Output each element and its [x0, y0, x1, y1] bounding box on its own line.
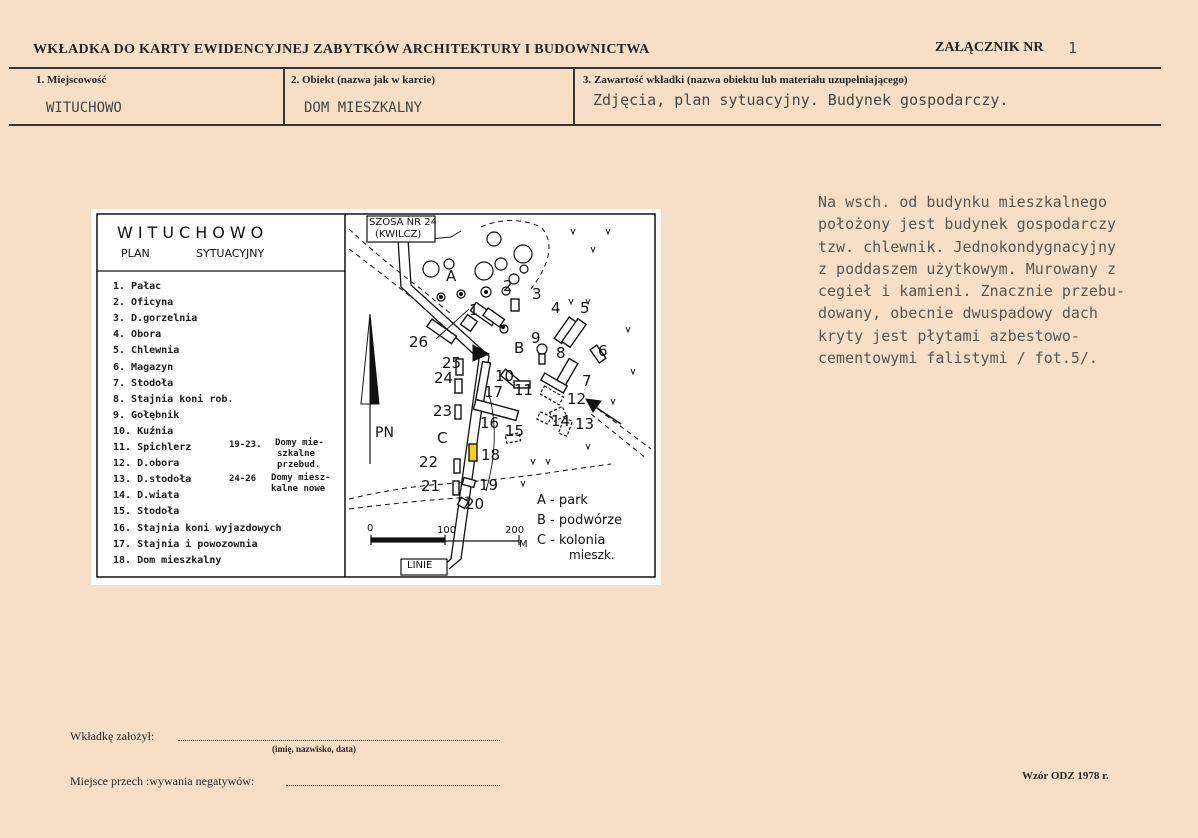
founder-line[interactable] [178, 740, 500, 741]
founder-label: Wkładkę założył: [70, 729, 155, 743]
road-top-label-2: (KWILCZ) [375, 229, 422, 240]
storage-line[interactable] [286, 785, 500, 786]
description-line: cegieł i kamieni. Znacznie przebu- [818, 282, 1126, 301]
scale-label-0: 0 [367, 523, 374, 534]
key-yard: B - podwórze [537, 513, 623, 528]
building-number: 25 [442, 354, 462, 372]
zone-c-label: C [437, 429, 448, 447]
legend-item: 5. Chlewnia [113, 345, 180, 357]
building-number: 15 [505, 422, 525, 440]
object-label: 2. Obiekt (nazwa jak w karcie) [291, 74, 436, 86]
legend-item: 11. Spichlerz [113, 442, 192, 453]
fields-rule [9, 124, 1161, 126]
building-number: 26 [409, 333, 429, 351]
building-number: 12 [567, 390, 587, 408]
note-2-text: Domy miesz- kalne nowe [271, 473, 331, 494]
building-number: 8 [556, 344, 566, 362]
north-arrow [361, 314, 379, 464]
building-number: 19 [479, 476, 499, 494]
description-line: położony jest budynek gospodarczy [818, 215, 1117, 234]
legend-item: 8. Stajnia koni rob. [113, 393, 234, 405]
description-line: dowany, obecnie dwuspadowy dach [818, 304, 1098, 323]
north-label: PN [375, 425, 394, 441]
founder-hint: (imię, nazwisko, data) [272, 744, 356, 754]
contents-label: 3. Zawartość wkładki (nazwa obiektu lub materiału uzupełniającego) [583, 74, 908, 86]
scale-unit: M [519, 539, 528, 550]
legend-item: 14. D.wiata [113, 490, 180, 502]
road-bottom-label: LINIE [407, 560, 433, 571]
legend-item: 16. Stajnia koni wyjazdowych [113, 522, 282, 534]
field-divider-1 [283, 68, 285, 124]
building-number: 10 [495, 367, 515, 385]
building-number: 20 [465, 495, 485, 513]
legend-item: 2. Oficyna [113, 297, 174, 309]
building-number: 14 [551, 412, 571, 430]
locality-value: WITUCHOWO [46, 100, 122, 116]
field-divider-2 [573, 68, 575, 124]
scale-label-100: 100 [437, 525, 457, 536]
form-version: Wzór ODZ 1978 r. [1022, 770, 1109, 782]
legend-item: 18. Dom mieszkalny [113, 554, 222, 566]
building-number: 21 [421, 477, 441, 495]
legend-item: 12. D.obora [113, 458, 180, 470]
building-number: 4 [551, 299, 561, 317]
dashed-paths [349, 221, 651, 513]
building-number: 17 [484, 383, 504, 401]
object-value: DOM MIESZKALNY [304, 100, 423, 116]
header-rule [9, 67, 1161, 69]
building-number: 24 [434, 369, 454, 387]
legend-item: 9. Gołębnik [113, 409, 180, 421]
building-number: 2 [503, 277, 513, 295]
legend-item: 1. Pałac [113, 281, 162, 292]
legend-item: 6. Magazyn [113, 361, 174, 373]
contents-value: Zdjęcia, plan sytuacyjny. Budynek gospodarczy. [593, 91, 1009, 109]
key-park: A - park [537, 493, 588, 508]
description-line: Na wsch. od budynku mieszkalnego [818, 193, 1107, 211]
map-subtitle-plan: PLAN [121, 247, 150, 260]
building-number: 16 [480, 414, 500, 432]
road-top-label-1: SZOSA NR 24 [369, 217, 437, 228]
zone-a-label: A [446, 267, 457, 285]
legend-item: 15. Stodoła [113, 506, 180, 518]
building-number: 5 [580, 299, 590, 317]
site-plan-map [91, 209, 661, 585]
annex-label: ZAŁĄCZNIK NR [935, 40, 1044, 55]
description [818, 191, 1168, 369]
building-number: 3 [532, 285, 542, 303]
annex-number: 1 [1068, 39, 1078, 57]
building-number: 9 [531, 329, 541, 347]
key-colony-2: mieszk. [569, 548, 615, 562]
building-number: 11 [514, 381, 534, 399]
description-line: tzw. chlewnik. Jednokondygnacyjny [818, 237, 1117, 256]
storage-label: Miejsce przech :wywania negatywów: [70, 774, 255, 788]
legend-item: 7. Stodoła [113, 377, 174, 389]
note-1-text: Domy mie- szkalne przebud. [275, 438, 324, 470]
description-line: kryty jest płytami azbestowo- [818, 326, 1080, 345]
legend-item: 10. Kuźnia [113, 425, 174, 437]
building-18-highlight [469, 444, 477, 461]
form-title: WKŁADKA DO KARTY EWIDENCYJNEJ ZABYTKÓW ARCHITEKTURY I BUDOWNICTWA [33, 42, 650, 57]
legend-item: 13. D.stodoła [113, 474, 192, 486]
scale-bar [371, 535, 519, 545]
map-subtitle-situational: SYTUACYJNY [196, 247, 265, 260]
locality-label: 1. Miejscowość [36, 74, 107, 86]
note-1-range: 19-23. [229, 440, 262, 450]
building-number: 13 [575, 415, 595, 433]
zone-b-label: B [514, 339, 525, 357]
description-line: z poddaszem użytkowym. Murowany z [818, 259, 1117, 278]
building-number: 18 [481, 446, 501, 464]
grass-marks [521, 229, 635, 486]
key-colony: C - kolonia [537, 533, 606, 548]
building-number: 22 [419, 453, 439, 471]
legend-item: 17. Stajnia i powozownia [113, 538, 258, 550]
building-number: 1 [469, 301, 479, 319]
map-title: WITUCHOWO [117, 223, 269, 242]
description-line: cementowymi falistymi / fot.5/. [818, 349, 1098, 368]
building-number: 23 [433, 402, 453, 420]
legend-item: 4. Obora [113, 329, 162, 341]
building-number: 6 [598, 342, 608, 360]
note-2-range: 24-26 [229, 474, 257, 484]
legend-item: 3. D.gorzelnia [113, 313, 198, 325]
scale-label-200: 200 [505, 525, 525, 536]
building-number: 7 [582, 372, 592, 390]
